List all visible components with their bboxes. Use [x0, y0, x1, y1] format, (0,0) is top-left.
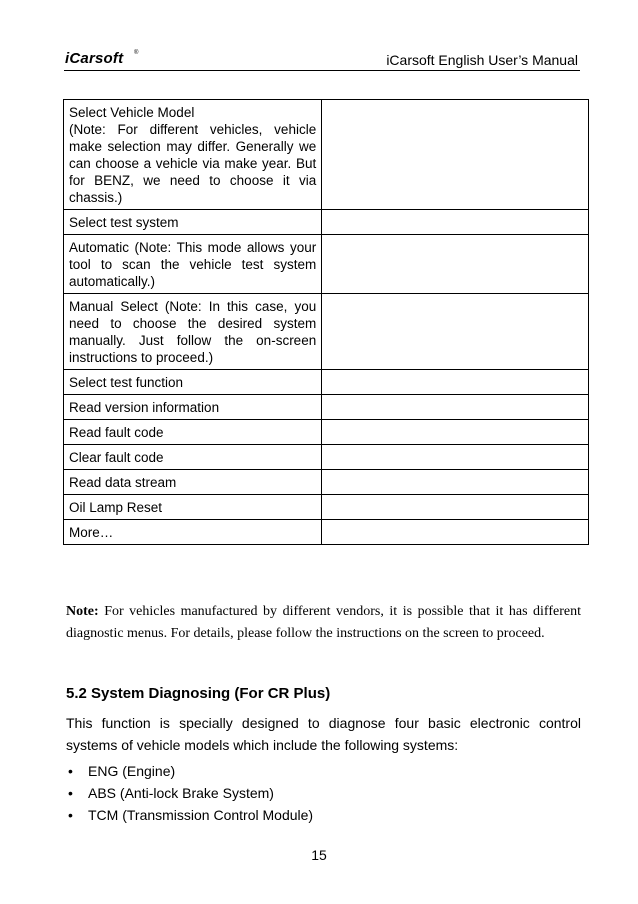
table-row [64, 520, 589, 545]
table-row [64, 294, 589, 370]
menu-value-cell [322, 294, 589, 370]
list-item [66, 760, 313, 782]
menu-value-cell [322, 445, 589, 470]
list-item-text: ABS (Anti-lock Brake System) [88, 785, 274, 801]
menu-item-cell: Manual Select (Note: In this case, you need to choose the desired system manually. Just follow the on-screen instructions to proceed.) [64, 294, 322, 370]
menu-item-cell: Clear fault code [64, 445, 322, 470]
menu-item-cell: Read version information [64, 395, 322, 420]
list-item-text: TCM (Transmission Control Module) [88, 807, 314, 823]
brand-logo: iCarsoft [65, 50, 124, 67]
bullet-icon: • [68, 763, 73, 779]
manual-title: iCarsoft English User’s Manual [386, 52, 578, 68]
menu-value-cell [322, 470, 589, 495]
menu-value-cell [322, 100, 589, 210]
table-row [64, 100, 589, 210]
section-intro: This function is specially designed to diagnose four basic electronic control systems of vehicle models which include the following systems: [66, 715, 581, 753]
note-label: Note: [66, 604, 99, 619]
section-heading: 5.2 System Diagnosing (For CR Plus) [66, 685, 331, 702]
page-number: 15 [311, 847, 327, 863]
menu-item-cell: Read data stream [64, 470, 322, 495]
brand-trademark: ® [134, 50, 139, 56]
table-row [64, 370, 589, 395]
menu-item-cell: Oil Lamp Reset [64, 495, 322, 520]
table-row [64, 210, 589, 235]
table-row [64, 420, 589, 445]
note-paragraph [66, 601, 581, 645]
menu-value-cell [322, 210, 589, 235]
page-header [64, 46, 580, 71]
menu-value-cell [322, 495, 589, 520]
systems-list [66, 760, 313, 826]
menu-item-cell: Select Vehicle Model (Note: For different vehicles, vehicle make selection may differ. Generally we can choose a vehicle via make year. But for BENZ, we need to choose it via chassis.) [64, 100, 322, 210]
table-row [64, 495, 589, 520]
menu-item-cell: Select test function [64, 370, 322, 395]
table-row [64, 235, 589, 294]
table-row [64, 470, 589, 495]
menu-item-cell: More… [64, 520, 322, 545]
menu-item-cell: Read fault code [64, 420, 322, 445]
list-item [66, 804, 313, 826]
list-item-text: ENG (Engine) [88, 763, 176, 779]
table-row [64, 395, 589, 420]
note-text: For vehicles manufactured by different vendors, it is possible that it has different diagnostic menus. For details, please follow the instructions on the screen to proceed. [66, 604, 581, 641]
bullet-icon: • [68, 785, 73, 801]
table-row [64, 445, 589, 470]
menu-value-cell [322, 235, 589, 294]
menu-value-cell [322, 395, 589, 420]
menu-value-cell [322, 520, 589, 545]
menu-value-cell [322, 370, 589, 395]
menu-item-cell: Automatic (Note: This mode allows your tool to scan the vehicle test system automatically.) [64, 235, 322, 294]
menu-item-cell: Select test system [64, 210, 322, 235]
menu-structure-table [63, 99, 589, 545]
list-item [66, 782, 313, 804]
menu-value-cell [322, 420, 589, 445]
bullet-icon: • [68, 807, 73, 823]
